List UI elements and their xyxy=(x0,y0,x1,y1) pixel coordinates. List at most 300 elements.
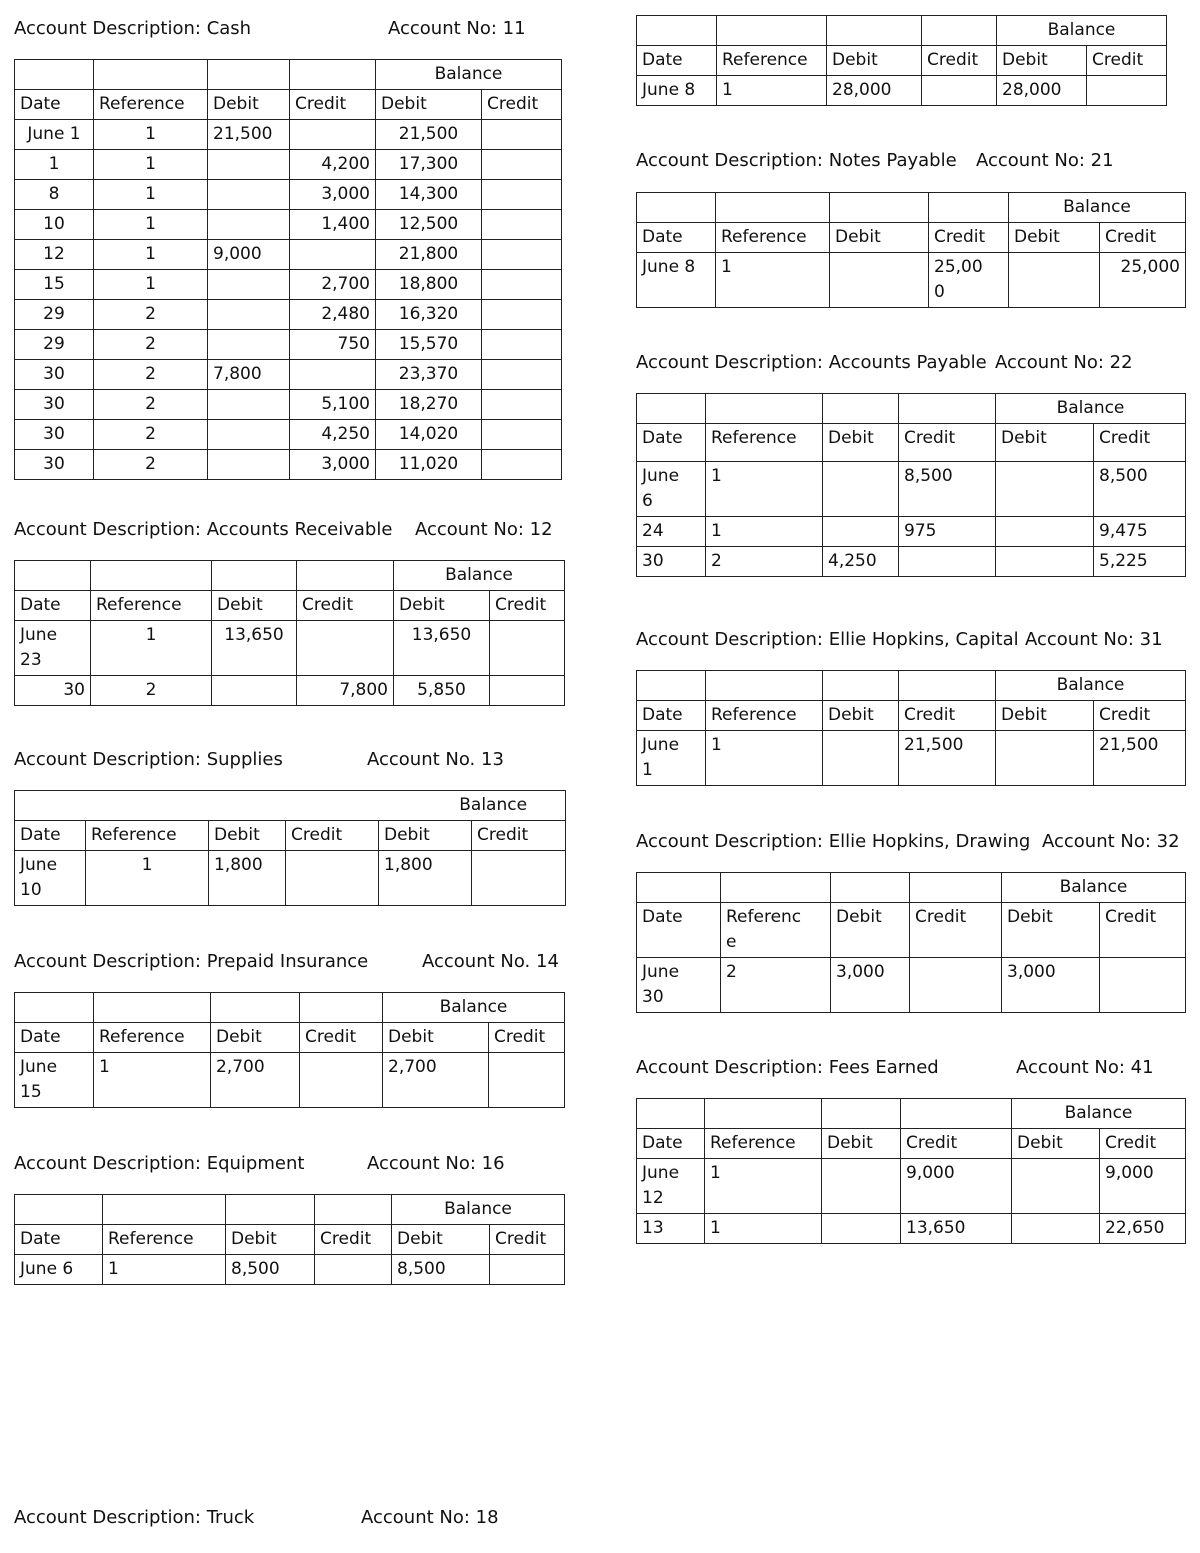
account-description: Account Description: Prepaid Insurance xyxy=(14,951,369,972)
column-header: Date xyxy=(637,223,716,253)
column-header: Credit xyxy=(1094,424,1186,462)
ledger-drawing-header xyxy=(636,831,1180,852)
ledger-cell: 1 xyxy=(94,180,208,210)
ledger-cell: 30 xyxy=(15,676,91,706)
ledger-cell: June 30 xyxy=(637,958,721,1013)
column-header: Credit xyxy=(922,46,997,76)
ledger-cell xyxy=(482,120,562,150)
empty-header-cell xyxy=(297,561,394,591)
column-header-row xyxy=(15,591,565,621)
ledger-cell xyxy=(1012,1214,1100,1244)
ledger-cell: 23,370 xyxy=(376,360,482,390)
ledger-cell: 22,650 xyxy=(1100,1214,1186,1244)
ledger-cell xyxy=(996,517,1094,547)
column-header: Debit xyxy=(822,1129,901,1159)
empty-header-cell xyxy=(899,394,996,424)
empty-header-cell xyxy=(827,16,922,46)
account-number: Account No: 32 xyxy=(1042,831,1180,852)
ledger-cell: 1 xyxy=(94,1053,211,1108)
column-header: Credit xyxy=(1100,223,1186,253)
column-header: Reference xyxy=(91,591,212,621)
column-header: Debit xyxy=(823,424,899,462)
ledger-row xyxy=(637,462,1186,517)
ledger-cell: 4,250 xyxy=(823,547,899,577)
ledger-cell xyxy=(300,1053,383,1108)
empty-header-cell xyxy=(822,1099,901,1129)
column-header-row xyxy=(15,1023,565,1053)
column-header: Date xyxy=(15,90,94,120)
ledger-cell: 18,270 xyxy=(376,390,482,420)
ledger-cell: 1 xyxy=(706,462,823,517)
balance-header-row xyxy=(15,561,565,591)
ledger-cell: 5,850 xyxy=(394,676,490,706)
ledger-cell: June 6 xyxy=(637,462,706,517)
balance-header-row xyxy=(637,1099,1186,1129)
column-header: Credit xyxy=(300,1023,383,1053)
balance-group-header: Balance xyxy=(394,561,565,591)
ledger-cell xyxy=(482,150,562,180)
ledger-cell: 16,320 xyxy=(376,300,482,330)
column-header: Date xyxy=(637,1129,705,1159)
ledger-cell xyxy=(290,240,376,270)
column-header: Credit xyxy=(901,1129,1012,1159)
empty-header-cell xyxy=(901,1099,1012,1129)
empty-header-cell xyxy=(922,16,997,46)
column-header-row xyxy=(637,1129,1186,1159)
ledger-receivable-table xyxy=(14,560,565,706)
ledger-cell xyxy=(208,420,290,450)
ledger-cell: 25,000 xyxy=(1100,253,1186,308)
ledger-cell xyxy=(286,851,379,906)
column-header: Debit xyxy=(1012,1129,1100,1159)
ledger-cell xyxy=(996,462,1094,517)
ledger-cell: 30 xyxy=(15,420,94,450)
ledger-cell xyxy=(1100,958,1186,1013)
ledger-cell: 2 xyxy=(94,330,208,360)
ledger-cell xyxy=(297,621,394,676)
ledger-cell: 1 xyxy=(94,120,208,150)
ledger-cell: 1 xyxy=(94,150,208,180)
ledger-cell: June 12 xyxy=(637,1159,705,1214)
column-header: Reference xyxy=(94,1023,211,1053)
ledger-cell: 2 xyxy=(94,450,208,480)
empty-header-cell xyxy=(290,60,376,90)
account-description: Account Description: Truck xyxy=(14,1507,255,1528)
column-header: Credit xyxy=(297,591,394,621)
ledger-cell: 2 xyxy=(91,676,212,706)
column-header: Credit xyxy=(489,1023,565,1053)
column-header: Date xyxy=(15,591,91,621)
ledger-cell xyxy=(208,390,290,420)
ledger-cell xyxy=(823,517,899,547)
ledger-row xyxy=(637,253,1186,308)
ledger-cell xyxy=(315,1255,392,1285)
empty-header-cell xyxy=(208,60,290,90)
column-header: Date xyxy=(637,903,721,958)
ledger-cell: 1 xyxy=(705,1159,822,1214)
column-header: Reference xyxy=(94,90,208,120)
account-description: Account Description: Fees Earned xyxy=(636,1057,939,1078)
balance-group-header: Balance xyxy=(392,1195,565,1225)
ledger-cell xyxy=(212,676,297,706)
empty-header-cell xyxy=(717,16,827,46)
ledger-row xyxy=(637,1214,1186,1244)
balance-group-header: Balance xyxy=(15,791,566,821)
column-header: Date xyxy=(15,821,86,851)
column-header: Reference xyxy=(706,424,823,462)
empty-header-cell xyxy=(823,394,899,424)
ledger-cell: 2 xyxy=(94,360,208,390)
ledger-cell: 1 xyxy=(86,851,209,906)
ledger-row xyxy=(15,150,562,180)
ledger-cell: 17,300 xyxy=(376,150,482,180)
balance-group-header: Balance xyxy=(383,993,565,1023)
ledger-cell xyxy=(996,547,1094,577)
ledger-row xyxy=(15,1255,565,1285)
empty-header-cell xyxy=(716,193,830,223)
ledger-cell xyxy=(823,731,899,786)
balance-group-header: Balance xyxy=(1009,193,1186,223)
ledger-cell: 10 xyxy=(15,210,94,240)
ledger-cell xyxy=(822,1159,901,1214)
ledger-cell: 1,800 xyxy=(379,851,472,906)
column-header: Debit xyxy=(827,46,922,76)
ledger-cell: 1 xyxy=(94,270,208,300)
ledger-cell: 13,650 xyxy=(394,621,490,676)
ledger-cell: June 8 xyxy=(637,76,717,106)
column-header: Credit xyxy=(899,424,996,462)
column-header: Date xyxy=(15,1225,103,1255)
ledger-cell xyxy=(290,360,376,390)
ledger-row xyxy=(15,240,562,270)
ledger-supplies-header xyxy=(14,749,504,770)
balance-header-row xyxy=(15,791,566,821)
ledger-cell: 9,000 xyxy=(1100,1159,1186,1214)
empty-header-cell xyxy=(910,873,1002,903)
ledger-cell: 24 xyxy=(637,517,706,547)
ledger-cell: 3,000 xyxy=(290,180,376,210)
ledger-cell xyxy=(490,676,565,706)
ledger-cell: June 6 xyxy=(15,1255,103,1285)
balance-header-row xyxy=(15,993,565,1023)
column-header: Debit xyxy=(1009,223,1100,253)
ledger-fees-header xyxy=(636,1057,1154,1078)
ledger-cell: 1 xyxy=(103,1255,226,1285)
column-header-row xyxy=(15,821,566,851)
ledger-cell: 28,000 xyxy=(827,76,922,106)
ledger-cell: 1 xyxy=(91,621,212,676)
ledger-capital-table xyxy=(636,670,1186,786)
account-number: Account No: 16 xyxy=(367,1153,505,1174)
ledger-receivable-header xyxy=(14,519,553,540)
ledger-cell: 28,000 xyxy=(997,76,1087,106)
account-number: Account No: 31 xyxy=(1025,629,1163,650)
ledger-row xyxy=(15,390,562,420)
balance-header-row xyxy=(637,193,1186,223)
column-header: Debit xyxy=(212,591,297,621)
ledger-cell: 12 xyxy=(15,240,94,270)
account-description: Account Description: Cash xyxy=(14,18,252,39)
ledger-cell: 14,300 xyxy=(376,180,482,210)
ledger-row xyxy=(637,517,1186,547)
ledger-row xyxy=(15,120,562,150)
balance-group-header: Balance xyxy=(1012,1099,1186,1129)
column-header: Credit xyxy=(1100,903,1186,958)
balance-header-row xyxy=(637,394,1186,424)
ledger-cell: 3,000 xyxy=(1002,958,1100,1013)
ledger-cell: 7,800 xyxy=(208,360,290,390)
ledger-cell: June 23 xyxy=(15,621,91,676)
empty-header-cell xyxy=(15,1195,103,1225)
empty-header-cell xyxy=(300,993,383,1023)
ledger-cell: 1,800 xyxy=(209,851,286,906)
ledger-cell xyxy=(290,120,376,150)
ledger-cell xyxy=(482,300,562,330)
ledger-cell: 2,700 xyxy=(383,1053,489,1108)
ledger-cell: 7,800 xyxy=(297,676,394,706)
column-header: Debit xyxy=(211,1023,300,1053)
ledger-cell: 3,000 xyxy=(290,450,376,480)
ledger-cell xyxy=(1087,76,1167,106)
ledger-cell: 21,500 xyxy=(376,120,482,150)
ledger-cell: 21,500 xyxy=(1094,731,1186,786)
ledger-row xyxy=(15,676,565,706)
ledger-cell: 1 xyxy=(94,240,208,270)
account-description: Account Description: Accounts Receivable xyxy=(14,519,393,540)
empty-header-cell xyxy=(831,873,910,903)
ledger-cell xyxy=(208,210,290,240)
ledger-payable-table xyxy=(636,393,1186,577)
empty-header-cell xyxy=(721,873,831,903)
ledger-row xyxy=(15,180,562,210)
empty-header-cell xyxy=(211,993,300,1023)
empty-header-cell xyxy=(15,60,94,90)
ledger-cell xyxy=(482,330,562,360)
ledger-cell: 13,650 xyxy=(212,621,297,676)
ledger-cell xyxy=(208,150,290,180)
ledger-cell xyxy=(899,547,996,577)
empty-header-cell xyxy=(15,993,94,1023)
ledger-cell: 1 xyxy=(94,210,208,240)
ledger-row xyxy=(15,1053,565,1108)
empty-header-cell xyxy=(91,561,212,591)
ledger-cell xyxy=(996,731,1094,786)
ledger-cell xyxy=(208,300,290,330)
ledger-cell: 1 xyxy=(706,517,823,547)
column-header: Debit xyxy=(226,1225,315,1255)
ledger-truck-table xyxy=(636,15,1167,106)
column-header-row xyxy=(637,903,1186,958)
account-number: Account No: 18 xyxy=(361,1507,499,1528)
ledger-cell xyxy=(482,240,562,270)
account-number: Account No. 14 xyxy=(422,951,559,972)
empty-header-cell xyxy=(315,1195,392,1225)
ledger-row xyxy=(637,731,1186,786)
ledger-row xyxy=(15,360,562,390)
ledger-cell xyxy=(482,180,562,210)
ledger-cell: 30 xyxy=(15,390,94,420)
ledger-cell: 21,500 xyxy=(208,120,290,150)
column-header: Debit xyxy=(996,424,1094,462)
ledger-capital-header xyxy=(636,629,1163,650)
column-header: Debit xyxy=(383,1023,489,1053)
column-header: Credit xyxy=(1100,1129,1186,1159)
column-header: Debit xyxy=(830,223,929,253)
column-header: Debit xyxy=(831,903,910,958)
ledger-cell: 975 xyxy=(899,517,996,547)
ledger-cell: 8,500 xyxy=(226,1255,315,1285)
balance-header-row xyxy=(637,873,1186,903)
ledger-cell: 8 xyxy=(15,180,94,210)
ledger-cell xyxy=(208,330,290,360)
ledger-cell: 9,000 xyxy=(208,240,290,270)
column-header: Debit xyxy=(208,90,290,120)
ledger-row xyxy=(637,547,1186,577)
ledger-cell xyxy=(490,1255,565,1285)
column-header: Date xyxy=(15,1023,94,1053)
ledger-cell: 30 xyxy=(637,547,706,577)
empty-header-cell xyxy=(929,193,1009,223)
balance-group-header: Balance xyxy=(996,394,1186,424)
ledger-cell xyxy=(482,210,562,240)
balance-group-header: Balance xyxy=(996,671,1186,701)
ledger-cell xyxy=(208,270,290,300)
ledger-cell: June 8 xyxy=(637,253,716,308)
ledger-payable-header xyxy=(636,352,1133,373)
column-header-row xyxy=(15,90,562,120)
account-number: Account No: 12 xyxy=(415,519,553,540)
column-header: Debit xyxy=(379,821,472,851)
empty-header-cell xyxy=(94,60,208,90)
empty-header-cell xyxy=(705,1099,822,1129)
column-header: Debit xyxy=(1002,903,1100,958)
empty-header-cell xyxy=(212,561,297,591)
ledger-row xyxy=(15,330,562,360)
balance-group-header: Balance xyxy=(997,16,1167,46)
ledger-cell: 4,200 xyxy=(290,150,376,180)
column-header-row xyxy=(15,1225,565,1255)
balance-header-row xyxy=(15,1195,565,1225)
ledger-cell: 8,500 xyxy=(1094,462,1186,517)
column-header: Reference xyxy=(103,1225,226,1255)
ledger-cell: 21,500 xyxy=(899,731,996,786)
account-description: Account Description: Ellie Hopkins, Drawing xyxy=(636,831,1031,852)
column-header: Debit xyxy=(394,591,490,621)
ledger-cell: 1 xyxy=(705,1214,822,1244)
column-header: Credit xyxy=(910,903,1002,958)
column-header: Credit xyxy=(482,90,562,120)
ledger-equipment-table xyxy=(14,1194,565,1285)
ledger-truck-header xyxy=(14,1507,499,1528)
ledger-prepaid-header xyxy=(14,951,559,972)
account-number: Account No: 41 xyxy=(1016,1057,1154,1078)
ledger-cell: 9,000 xyxy=(901,1159,1012,1214)
balance-header-row xyxy=(637,16,1167,46)
ledger-cell xyxy=(208,180,290,210)
ledger-cell xyxy=(489,1053,565,1108)
ledger-cell: 750 xyxy=(290,330,376,360)
empty-header-cell xyxy=(830,193,929,223)
empty-header-cell xyxy=(637,193,716,223)
empty-header-cell xyxy=(226,1195,315,1225)
ledger-row xyxy=(637,958,1186,1013)
column-header-row xyxy=(637,424,1186,462)
empty-header-cell xyxy=(823,671,899,701)
ledger-row xyxy=(15,420,562,450)
column-header: Credit xyxy=(490,1225,565,1255)
ledger-cell: June 1 xyxy=(15,120,94,150)
column-header: Reference xyxy=(717,46,827,76)
ledger-cash-header xyxy=(14,18,526,39)
empty-header-cell xyxy=(637,16,717,46)
ledger-cell: 2,700 xyxy=(290,270,376,300)
empty-header-cell xyxy=(637,671,706,701)
ledger-cell: 2,700 xyxy=(211,1053,300,1108)
column-header: Credit xyxy=(290,90,376,120)
ledger-cell: 4,250 xyxy=(290,420,376,450)
column-header: Debit xyxy=(996,701,1094,731)
ledger-cell: 15,570 xyxy=(376,330,482,360)
column-header-row xyxy=(637,46,1167,76)
balance-group-header: Balance xyxy=(1002,873,1186,903)
empty-header-cell xyxy=(15,561,91,591)
column-header: Reference xyxy=(705,1129,822,1159)
balance-header-row xyxy=(15,60,562,90)
column-header: Credit xyxy=(315,1225,392,1255)
ledger-row xyxy=(15,300,562,330)
ledger-cell: 29 xyxy=(15,330,94,360)
column-header: Debit xyxy=(392,1225,490,1255)
account-number: Account No: 21 xyxy=(976,150,1114,171)
empty-header-cell xyxy=(103,1195,226,1225)
ledger-cell: 5,100 xyxy=(290,390,376,420)
ledger-row xyxy=(637,76,1167,106)
ledger-cell: 2 xyxy=(94,420,208,450)
column-header: Credit xyxy=(929,223,1009,253)
ledger-cell xyxy=(482,360,562,390)
empty-header-cell xyxy=(706,671,823,701)
column-header: Credit xyxy=(899,701,996,731)
ledger-equipment-header xyxy=(14,1153,505,1174)
ledger-cell xyxy=(830,253,929,308)
account-number: Account No: 22 xyxy=(995,352,1133,373)
balance-group-header: Balance xyxy=(376,60,562,90)
ledger-cell: 2,480 xyxy=(290,300,376,330)
ledger-cell xyxy=(823,462,899,517)
column-header: Debit xyxy=(209,821,286,851)
ledger-cell: 8,500 xyxy=(392,1255,490,1285)
ledger-cell: 14,020 xyxy=(376,420,482,450)
ledger-row xyxy=(637,1159,1186,1214)
ledger-cash-table xyxy=(14,59,562,480)
ledger-row xyxy=(15,621,565,676)
ledger-cell: 29 xyxy=(15,300,94,330)
ledger-row xyxy=(15,851,566,906)
ledger-notes-header xyxy=(636,150,1114,171)
ledger-cell: 1,400 xyxy=(290,210,376,240)
ledger-cell xyxy=(1009,253,1100,308)
empty-header-cell xyxy=(899,671,996,701)
column-header: Reference xyxy=(706,701,823,731)
empty-header-cell xyxy=(637,1099,705,1129)
account-description: Account Description: Accounts Payable xyxy=(636,352,987,373)
ledger-cell: 13 xyxy=(637,1214,705,1244)
ledger-cell: 13,650 xyxy=(901,1214,1012,1244)
ledger-cell: 18,800 xyxy=(376,270,482,300)
ledger-cell: June 15 xyxy=(15,1053,94,1108)
column-header-row xyxy=(637,701,1186,731)
account-description: Account Description: Notes Payable xyxy=(636,150,957,171)
